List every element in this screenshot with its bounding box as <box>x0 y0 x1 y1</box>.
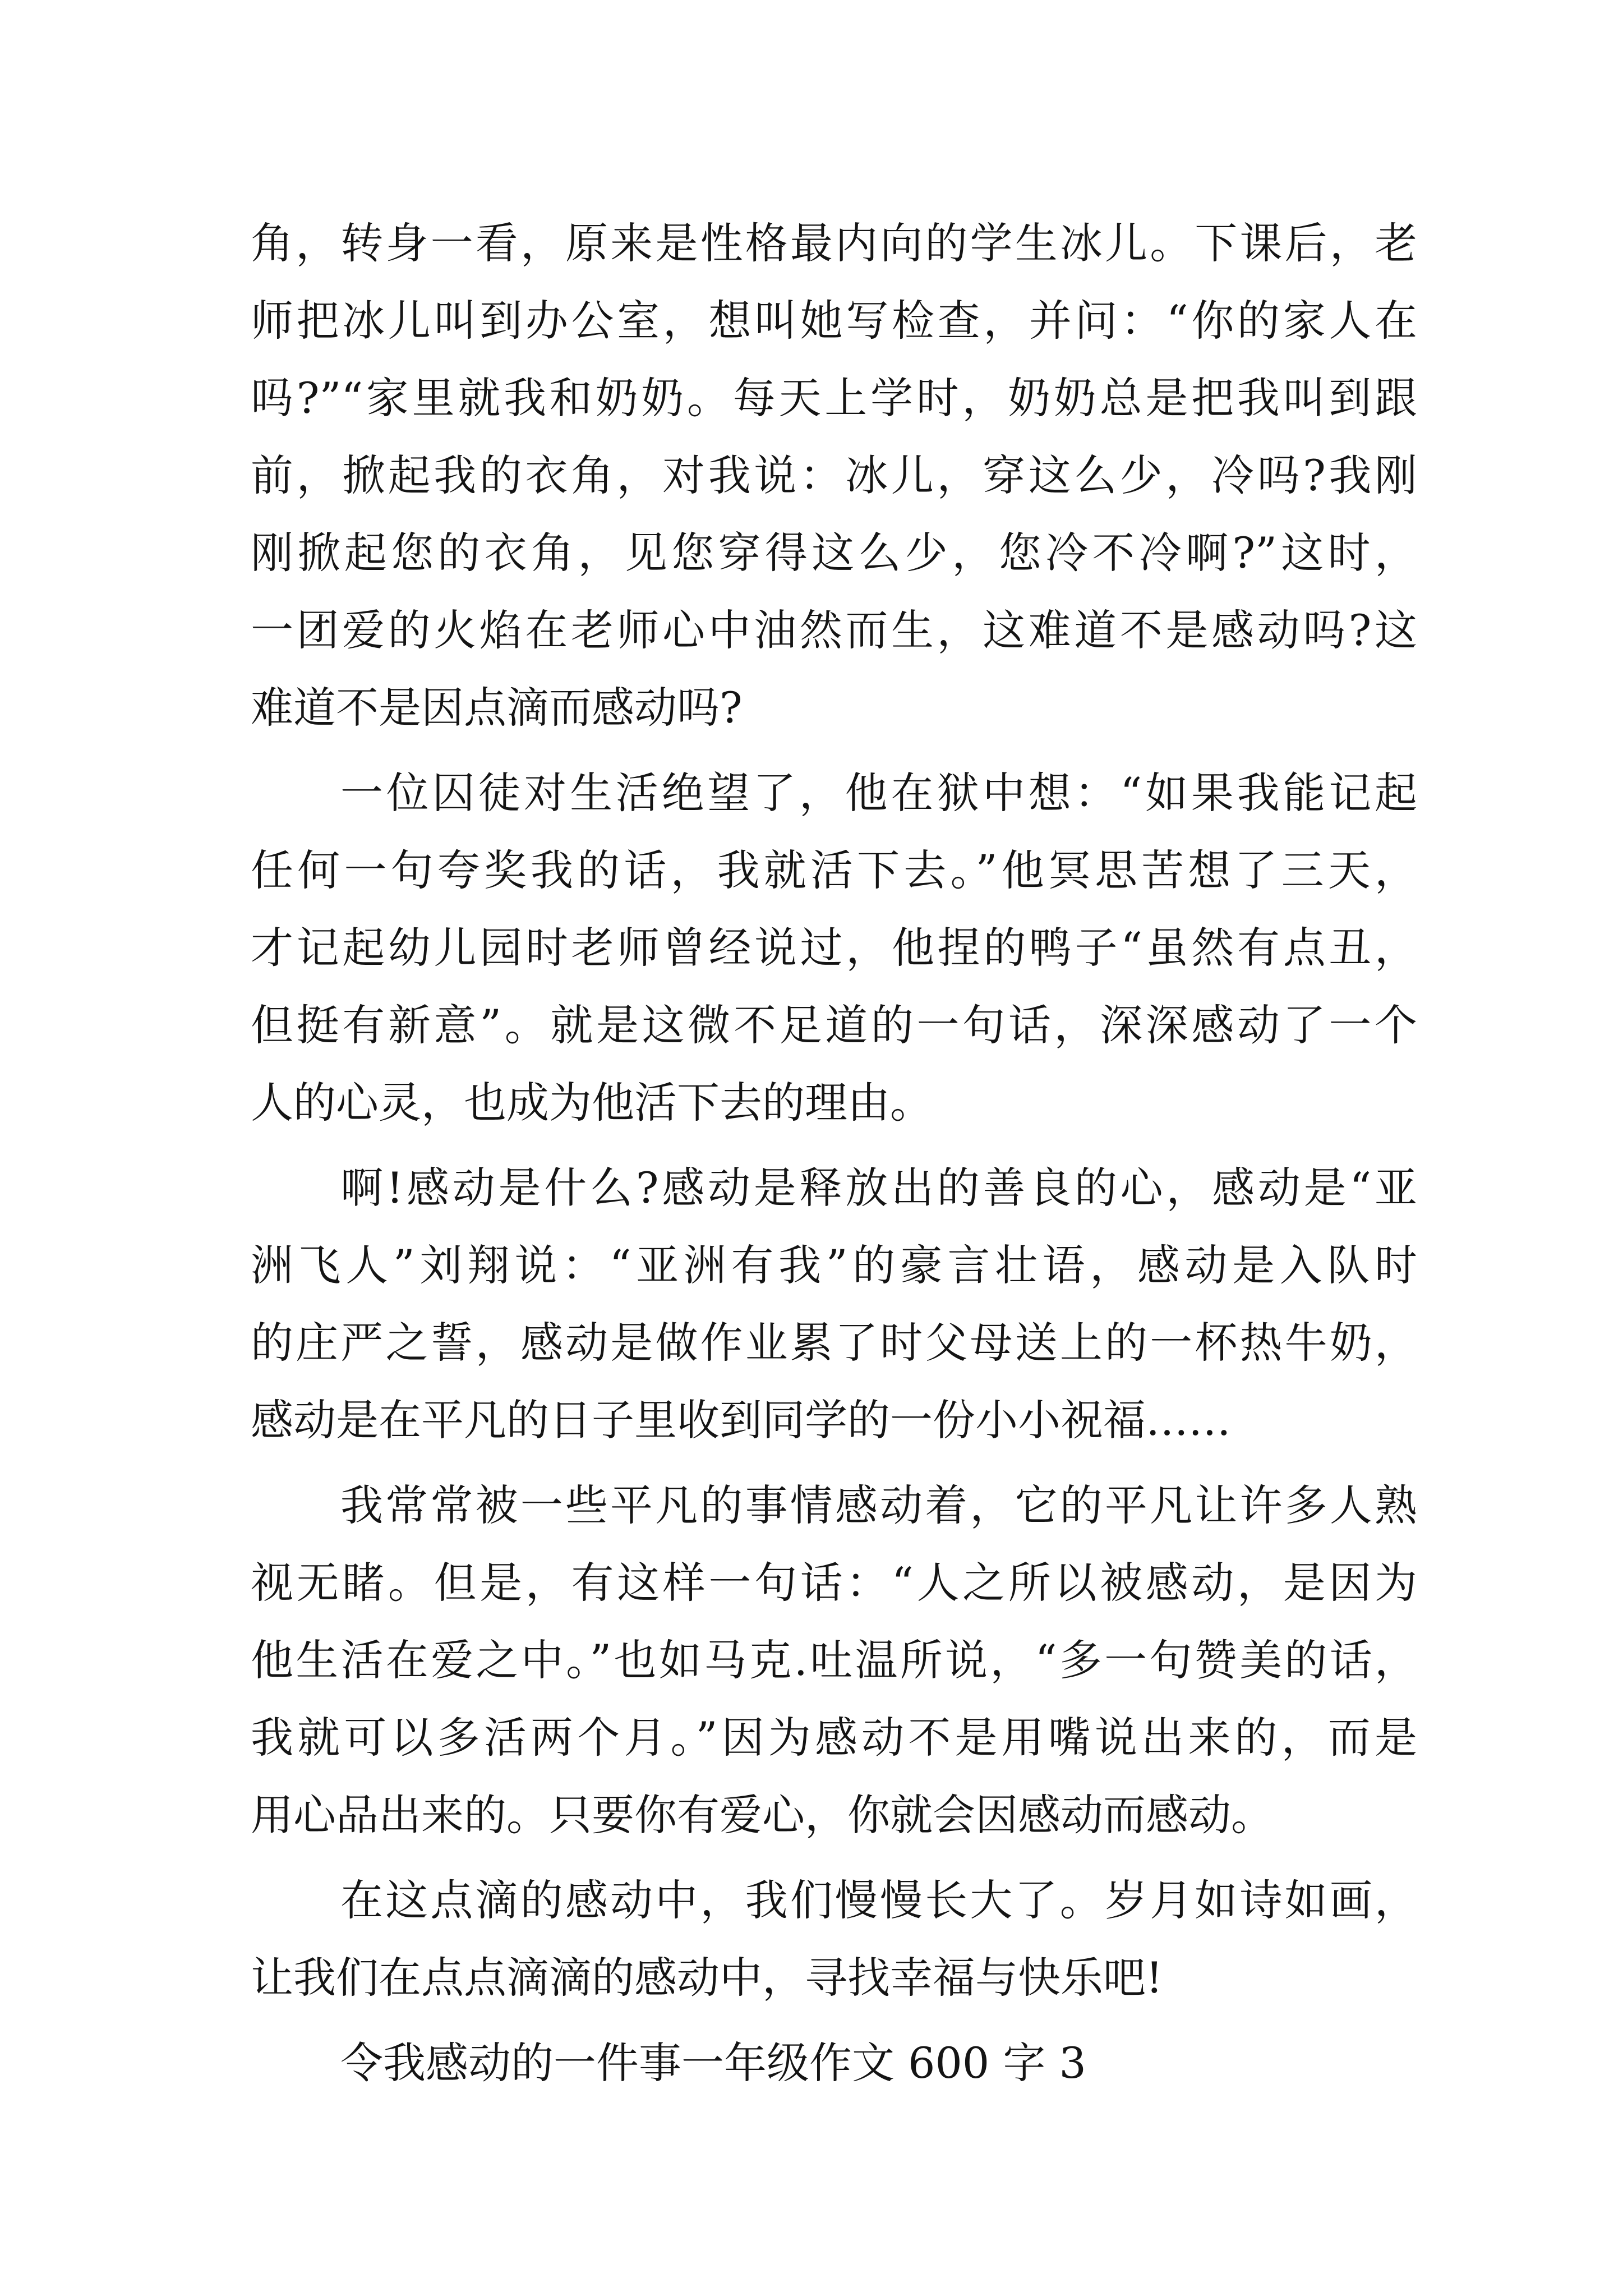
text-line: 他生活在爱之中。”也如马克.吐温所说，“多一句赞美的话， <box>251 1635 1417 1685</box>
text-line: 吗?”“家里就我和奶奶。每天上学时，奶奶总是把我叫到跟 <box>251 373 1417 423</box>
paragraph <box>251 1149 1417 1459</box>
text-line: 的庄严之誓，感动是做作业累了时父母送上的一杯热牛奶， <box>251 1318 1417 1368</box>
heading-line: 令我感动的一件事一年级作文 600 字 3 <box>340 2038 1086 2088</box>
text-line: 洲飞人”刘翔说：“亚洲有我”的豪言壮语，感动是入队时 <box>251 1240 1417 1290</box>
text-line: 我就可以多活两个月。”因为感动不是用嘴说出来的，而是 <box>251 1713 1417 1763</box>
text-line: 一位囚徒对生活绝望了，他在狱中想：“如果我能记起 <box>340 768 1417 818</box>
text-line: 刚掀起您的衣角，见您穿得这么少，您冷不冷啊?”这时， <box>251 528 1417 578</box>
text-line: 用心品出来的。只要你有爱心，你就会因感动而感动。 <box>251 1790 1274 1840</box>
paragraph <box>251 1862 1417 2017</box>
text-line: 啊!感动是什么?感动是释放出的善良的心，感动是“亚 <box>340 1163 1417 1213</box>
text-line: 才记起幼儿园时老师曾经说过，他捏的鸭子“虽然有点丑， <box>251 923 1417 973</box>
text-line: 前，掀起我的衣角，对我说：冰儿，穿这么少，冷吗?我刚 <box>251 450 1417 500</box>
text-line: 人的心灵，也成为他活下去的理由。 <box>251 1078 933 1128</box>
text-line: 视无睹。但是，有这样一句话：“人之所以被感动，是因为 <box>251 1558 1417 1608</box>
document-page <box>251 205 1417 2110</box>
text-line: 师把冰儿叫到办公室，想叫她写检查，并问：“你的家人在 <box>251 296 1417 346</box>
text-line: 让我们在点点滴滴的感动中，寻找幸福与快乐吧! <box>251 1953 1163 2003</box>
text-line: 难道不是因点滴而感动吗? <box>251 683 743 733</box>
text-line: 一团爱的火焰在老师心中油然而生，这难道不是感动吗?这 <box>251 605 1417 655</box>
text-line: 感动是在平凡的日子里收到同学的一份小小祝福…… <box>251 1395 1231 1445</box>
section-heading <box>251 2024 1417 2102</box>
text-line: 任何一句夸奖我的话，我就活下去。”他冥思苦想了三天， <box>251 845 1417 895</box>
paragraph <box>251 205 1417 747</box>
paragraph <box>251 754 1417 1142</box>
text-line: 在这点滴的感动中，我们慢慢长大了。岁月如诗如画， <box>340 1875 1417 1925</box>
text-line: 角，转身一看，原来是性格最内向的学生冰儿。下课后，老 <box>251 218 1417 268</box>
text-line: 但挺有新意”。就是这微不足道的一句话，深深感动了一个 <box>251 1000 1417 1050</box>
text-line: 我常常被一些平凡的事情感动着，它的平凡让许多人熟 <box>340 1480 1417 1530</box>
paragraph <box>251 1467 1417 1854</box>
